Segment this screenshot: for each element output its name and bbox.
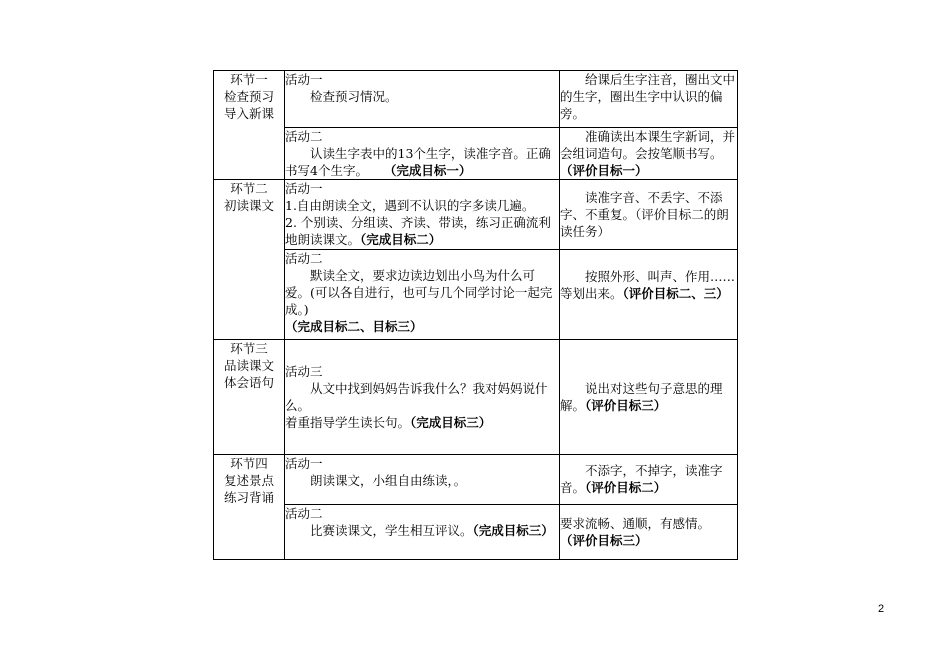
evaluation-target: （评价目标二、三） (622, 286, 729, 301)
activity-text: 认读生字表中的13个生字，读准字音。正确书写4个生字。 (285, 146, 551, 178)
table-row (214, 128, 738, 180)
table-row (214, 505, 738, 560)
stage-2-evaluation-2 (560, 250, 738, 340)
target-label: （完成目标二、目标三） (285, 319, 423, 334)
evaluation-target: （评价目标二） (585, 480, 667, 495)
evaluation-text: 要求流畅、通顺，有感情。 (560, 516, 711, 531)
stage-2-line-2: 初读课文 (223, 198, 274, 213)
stage-3-cell (214, 340, 285, 455)
evaluation-text: 读准字音、不丢字、不添字、不重复。（评价目标二的朗读任务） (560, 190, 729, 239)
evaluation-text: 按照外形、叫声、作用……等划出来。 (560, 269, 736, 301)
activity-label: 活动一 (285, 456, 323, 471)
target-label: （完成目标三） (410, 415, 492, 430)
table-row (214, 455, 738, 505)
activity-text-2: 着重指导学生读长句。 (285, 415, 411, 430)
stage-3-line-2: 品读课文 (223, 358, 274, 373)
stage-4-line-3: 练习背诵 (223, 490, 274, 505)
activity-label: 活动二 (285, 251, 323, 266)
activity-line-2: 2. 个别读、分组读、齐读、带读，练习正确流利地朗读课文。 (285, 215, 551, 247)
target-label: （完成目标一） (383, 163, 472, 178)
stage-1-line-2: 检查预习 (223, 89, 274, 104)
stage-4-line-2: 复述景点 (223, 473, 274, 488)
activity-label: 活动一 (285, 181, 323, 196)
evaluation-target: （评价目标三） (560, 533, 648, 548)
evaluation-text: 准确读出本课生字新词，并会组词造句。会按笔顺书写。 (560, 129, 736, 161)
stage-3-activity-1 (285, 340, 560, 455)
stage-4-evaluation-1 (560, 455, 738, 505)
page-number: 2 (878, 603, 885, 615)
stage-4-activity-1 (285, 455, 560, 505)
activity-label: 活动二 (285, 129, 323, 144)
evaluation-text: 不添字，不掉字，读准字音。 (560, 463, 723, 495)
stage-2-line-1: 环节二 (230, 181, 268, 196)
evaluation-text: 说出对这些句子意思的理解。 (560, 381, 723, 413)
stage-1-line-3: 导入新课 (223, 106, 274, 121)
stage-2-cell (214, 180, 285, 340)
activity-text: 比赛读课文，学生相互评议。 (310, 523, 473, 538)
target-label: （完成目标二） (360, 232, 442, 247)
stage-1-activity-2 (285, 128, 560, 180)
stage-4-cell (214, 455, 285, 560)
activity-label: 活动一 (285, 72, 323, 87)
evaluation-text: 给课后生字注音，圈出文中的生字，圈出生字中认识的偏旁。 (560, 72, 736, 121)
table-row (214, 340, 738, 455)
stage-2-activity-2 (285, 250, 560, 340)
table-row (214, 71, 738, 128)
activity-text: 朗读课文，小组自由练读，。 (310, 473, 467, 488)
stage-4-evaluation-2 (560, 505, 738, 560)
stage-1-line-1: 环节一 (230, 72, 268, 87)
activity-text: 默读全文，要求边读边划出小鸟为什么可爱。(可以各自进行，也可与几个同学讨论一起完成。) (285, 268, 553, 317)
target-label: （完成目标三） (472, 523, 554, 538)
stage-4-line-1: 环节四 (230, 456, 268, 471)
stage-3-evaluation-1 (560, 340, 738, 455)
evaluation-target: （评价目标一） (560, 163, 648, 178)
stage-3-line-3: 体会语句 (223, 375, 274, 390)
activity-line-1: 1.自由朗读全文，遇到不认识的字多读几遍。 (285, 198, 535, 213)
stage-1-cell (214, 71, 285, 180)
stage-2-evaluation-1 (560, 180, 738, 250)
stage-1-activity-1 (285, 71, 560, 128)
activity-label: 活动三 (285, 364, 323, 379)
activity-text: 检查预习情况。 (310, 89, 398, 104)
stage-1-evaluation-1 (560, 71, 738, 128)
table-row (214, 250, 738, 340)
stage-3-line-1: 环节三 (230, 341, 268, 356)
stage-4-activity-2 (285, 505, 560, 560)
activity-text: 从文中找到妈妈告诉我什么？我对妈妈说什么。 (285, 381, 548, 413)
lesson-plan-table (213, 70, 738, 560)
activity-label: 活动二 (285, 506, 323, 521)
table-row (214, 180, 738, 250)
evaluation-target: （评价目标三） (585, 398, 667, 413)
stage-2-activity-1 (285, 180, 560, 250)
stage-1-evaluation-2 (560, 128, 738, 180)
